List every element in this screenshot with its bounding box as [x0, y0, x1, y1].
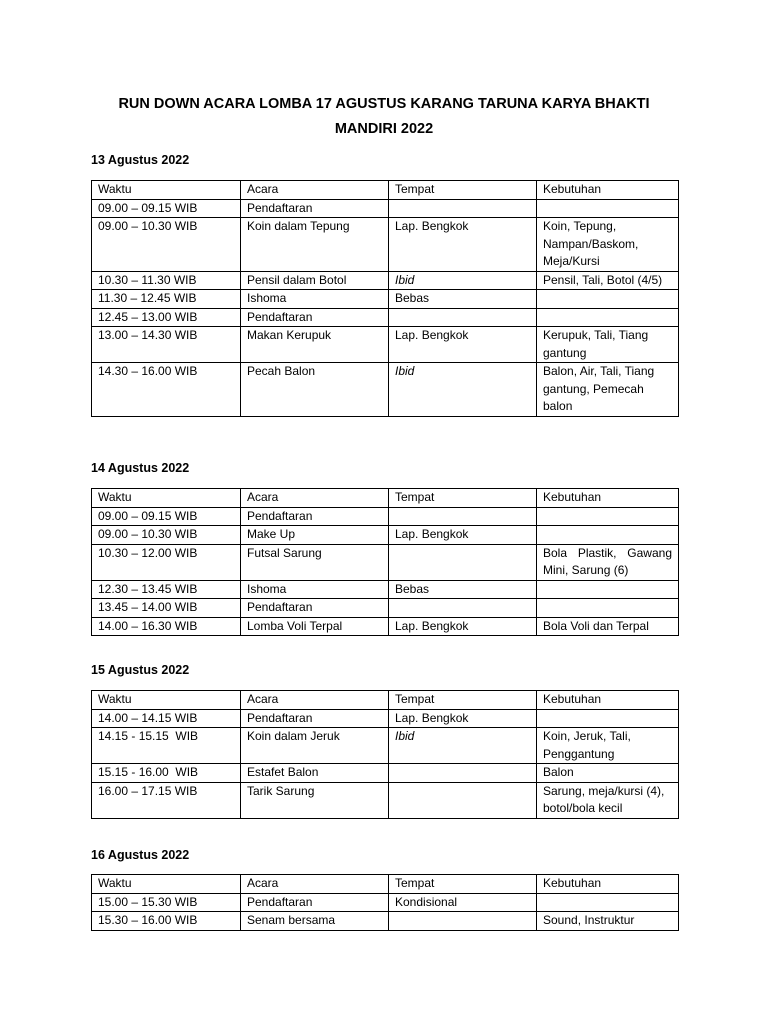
table-row: [92, 709, 679, 728]
cell-acara: Ishoma: [241, 580, 389, 599]
header-acara: Acara: [241, 875, 389, 894]
cell-kebutuhan: Pensil, Tali, Botol (4/5): [537, 271, 679, 290]
cell-waktu: 13.45 – 14.00 WIB: [92, 599, 241, 618]
cell-kebutuhan: Bola Voli dan Terpal: [537, 617, 679, 636]
cell-waktu: 15.15 - 16.00 WIB: [92, 764, 241, 783]
header-tempat: Tempat: [389, 691, 537, 710]
schedule-table: [91, 874, 679, 931]
cell-waktu: 11.30 – 12.45 WIB: [92, 290, 241, 309]
table-row: [92, 599, 679, 618]
table-row: [92, 327, 679, 363]
cell-kebutuhan: [537, 526, 679, 545]
cell-tempat: Ibid: [389, 728, 537, 764]
cell-acara: Koin dalam Jeruk: [241, 728, 389, 764]
table-header-row: [92, 181, 679, 200]
cell-acara: Tarik Sarung: [241, 782, 389, 818]
table-row: [92, 544, 679, 580]
table-row: [92, 218, 679, 272]
cell-acara: Futsal Sarung: [241, 544, 389, 580]
cell-tempat: Lap. Bengkok: [389, 617, 537, 636]
cell-waktu: 09.00 – 09.15 WIB: [92, 199, 241, 218]
header-acara: Acara: [241, 489, 389, 508]
cell-tempat: Ibid: [389, 363, 537, 417]
table-row: [92, 271, 679, 290]
cell-acara: Pensil dalam Botol: [241, 271, 389, 290]
cell-kebutuhan: [537, 599, 679, 618]
cell-tempat: Bebas: [389, 580, 537, 599]
cell-acara: Pecah Balon: [241, 363, 389, 417]
cell-acara: Pendaftaran: [241, 893, 389, 912]
cell-kebutuhan: [537, 290, 679, 309]
table-row: [92, 363, 679, 417]
table-header-row: [92, 691, 679, 710]
schedule-table: [91, 180, 679, 417]
cell-waktu: 14.00 – 16.30 WIB: [92, 617, 241, 636]
header-waktu: Waktu: [92, 875, 241, 894]
header-waktu: Waktu: [92, 181, 241, 200]
day-date: 16 Agustus 2022: [91, 848, 190, 862]
cell-tempat: [389, 544, 537, 580]
cell-waktu: 13.00 – 14.30 WIB: [92, 327, 241, 363]
header-tempat: Tempat: [389, 489, 537, 508]
cell-waktu: 14.15 - 15.15 WIB: [92, 728, 241, 764]
cell-waktu: 14.00 – 14.15 WIB: [92, 709, 241, 728]
header-waktu: Waktu: [92, 489, 241, 508]
cell-tempat: Bebas: [389, 290, 537, 309]
day-date: 13 Agustus 2022: [91, 153, 190, 167]
document-title: [60, 92, 708, 142]
cell-waktu: 09.00 – 10.30 WIB: [92, 526, 241, 545]
cell-acara: Pendaftaran: [241, 599, 389, 618]
table-row: [92, 728, 679, 764]
table-row: [92, 617, 679, 636]
cell-waktu: 10.30 – 12.00 WIB: [92, 544, 241, 580]
cell-waktu: 15.30 – 16.00 WIB: [92, 912, 241, 931]
cell-waktu: 09.00 – 10.30 WIB: [92, 218, 241, 272]
header-waktu: Waktu: [92, 691, 241, 710]
cell-kebutuhan: [537, 893, 679, 912]
table-row: [92, 526, 679, 545]
cell-tempat: [389, 599, 537, 618]
header-acara: Acara: [241, 691, 389, 710]
cell-acara: Lomba Voli Terpal: [241, 617, 389, 636]
cell-acara: Estafet Balon: [241, 764, 389, 783]
table-row: [92, 893, 679, 912]
table-header-row: [92, 489, 679, 508]
table-row: [92, 912, 679, 931]
cell-tempat: Lap. Bengkok: [389, 327, 537, 363]
cell-tempat: Lap. Bengkok: [389, 526, 537, 545]
cell-tempat: [389, 199, 537, 218]
cell-waktu: 12.30 – 13.45 WIB: [92, 580, 241, 599]
cell-tempat: [389, 308, 537, 327]
cell-kebutuhan: [537, 709, 679, 728]
cell-kebutuhan: [537, 199, 679, 218]
cell-tempat: Lap. Bengkok: [389, 218, 537, 272]
cell-waktu: 10.30 – 11.30 WIB: [92, 271, 241, 290]
cell-acara: Pendaftaran: [241, 507, 389, 526]
cell-tempat: [389, 507, 537, 526]
table-row: [92, 290, 679, 309]
cell-waktu: 14.30 – 16.00 WIB: [92, 363, 241, 417]
cell-kebutuhan: Sound, Instruktur: [537, 912, 679, 931]
schedule-table: [91, 690, 679, 819]
cell-acara: Pendaftaran: [241, 709, 389, 728]
cell-acara: Pendaftaran: [241, 199, 389, 218]
table-row: [92, 782, 679, 818]
table-row: [92, 507, 679, 526]
cell-acara: Ishoma: [241, 290, 389, 309]
table-row: [92, 308, 679, 327]
header-kebutuhan: Kebutuhan: [537, 875, 679, 894]
cell-tempat: Ibid: [389, 271, 537, 290]
day-date: 14 Agustus 2022: [91, 461, 190, 475]
header-kebutuhan: Kebutuhan: [537, 489, 679, 508]
table-row: [92, 199, 679, 218]
cell-kebutuhan: Balon, Air, Tali, Tiang gantung, Pemecah balon: [537, 363, 679, 417]
cell-tempat: [389, 764, 537, 783]
cell-acara: Senam bersama: [241, 912, 389, 931]
cell-acara: Make Up: [241, 526, 389, 545]
schedule-table: [91, 488, 679, 636]
cell-waktu: 15.00 – 15.30 WIB: [92, 893, 241, 912]
cell-acara: Makan Kerupuk: [241, 327, 389, 363]
cell-acara: Pendaftaran: [241, 308, 389, 327]
table-header-row: [92, 875, 679, 894]
cell-waktu: 09.00 – 09.15 WIB: [92, 507, 241, 526]
cell-tempat: [389, 782, 537, 818]
title-line-2: MANDIRI 2022: [334, 121, 434, 137]
cell-kebutuhan: Sarung, meja/kursi (4), botol/bola kecil: [537, 782, 679, 818]
header-acara: Acara: [241, 181, 389, 200]
day-date: 15 Agustus 2022: [91, 663, 190, 677]
cell-tempat: [389, 912, 537, 931]
cell-tempat: Kondisional: [389, 893, 537, 912]
table-row: [92, 580, 679, 599]
cell-kebutuhan: [537, 507, 679, 526]
header-kebutuhan: Kebutuhan: [537, 691, 679, 710]
cell-waktu: 16.00 – 17.15 WIB: [92, 782, 241, 818]
cell-kebutuhan: Koin, Jeruk, Tali, Penggantung: [537, 728, 679, 764]
cell-kebutuhan: Balon: [537, 764, 679, 783]
cell-kebutuhan: [537, 580, 679, 599]
cell-kebutuhan: Kerupuk, Tali, Tiang gantung: [537, 327, 679, 363]
header-tempat: Tempat: [389, 875, 537, 894]
table-row: [92, 764, 679, 783]
header-kebutuhan: Kebutuhan: [537, 181, 679, 200]
header-tempat: Tempat: [389, 181, 537, 200]
cell-kebutuhan: Bola Plastik, Gawang Mini, Sarung (6): [537, 544, 679, 580]
title-line-1: RUN DOWN ACARA LOMBA 17 AGUSTUS KARANG TARUNA KARYA BHAKTI: [118, 96, 650, 112]
cell-acara: Koin dalam Tepung: [241, 218, 389, 272]
cell-waktu: 12.45 – 13.00 WIB: [92, 308, 241, 327]
cell-kebutuhan: Koin, Tepung, Nampan/Baskom, Meja/Kursi: [537, 218, 679, 272]
cell-kebutuhan: [537, 308, 679, 327]
cell-tempat: Lap. Bengkok: [389, 709, 537, 728]
